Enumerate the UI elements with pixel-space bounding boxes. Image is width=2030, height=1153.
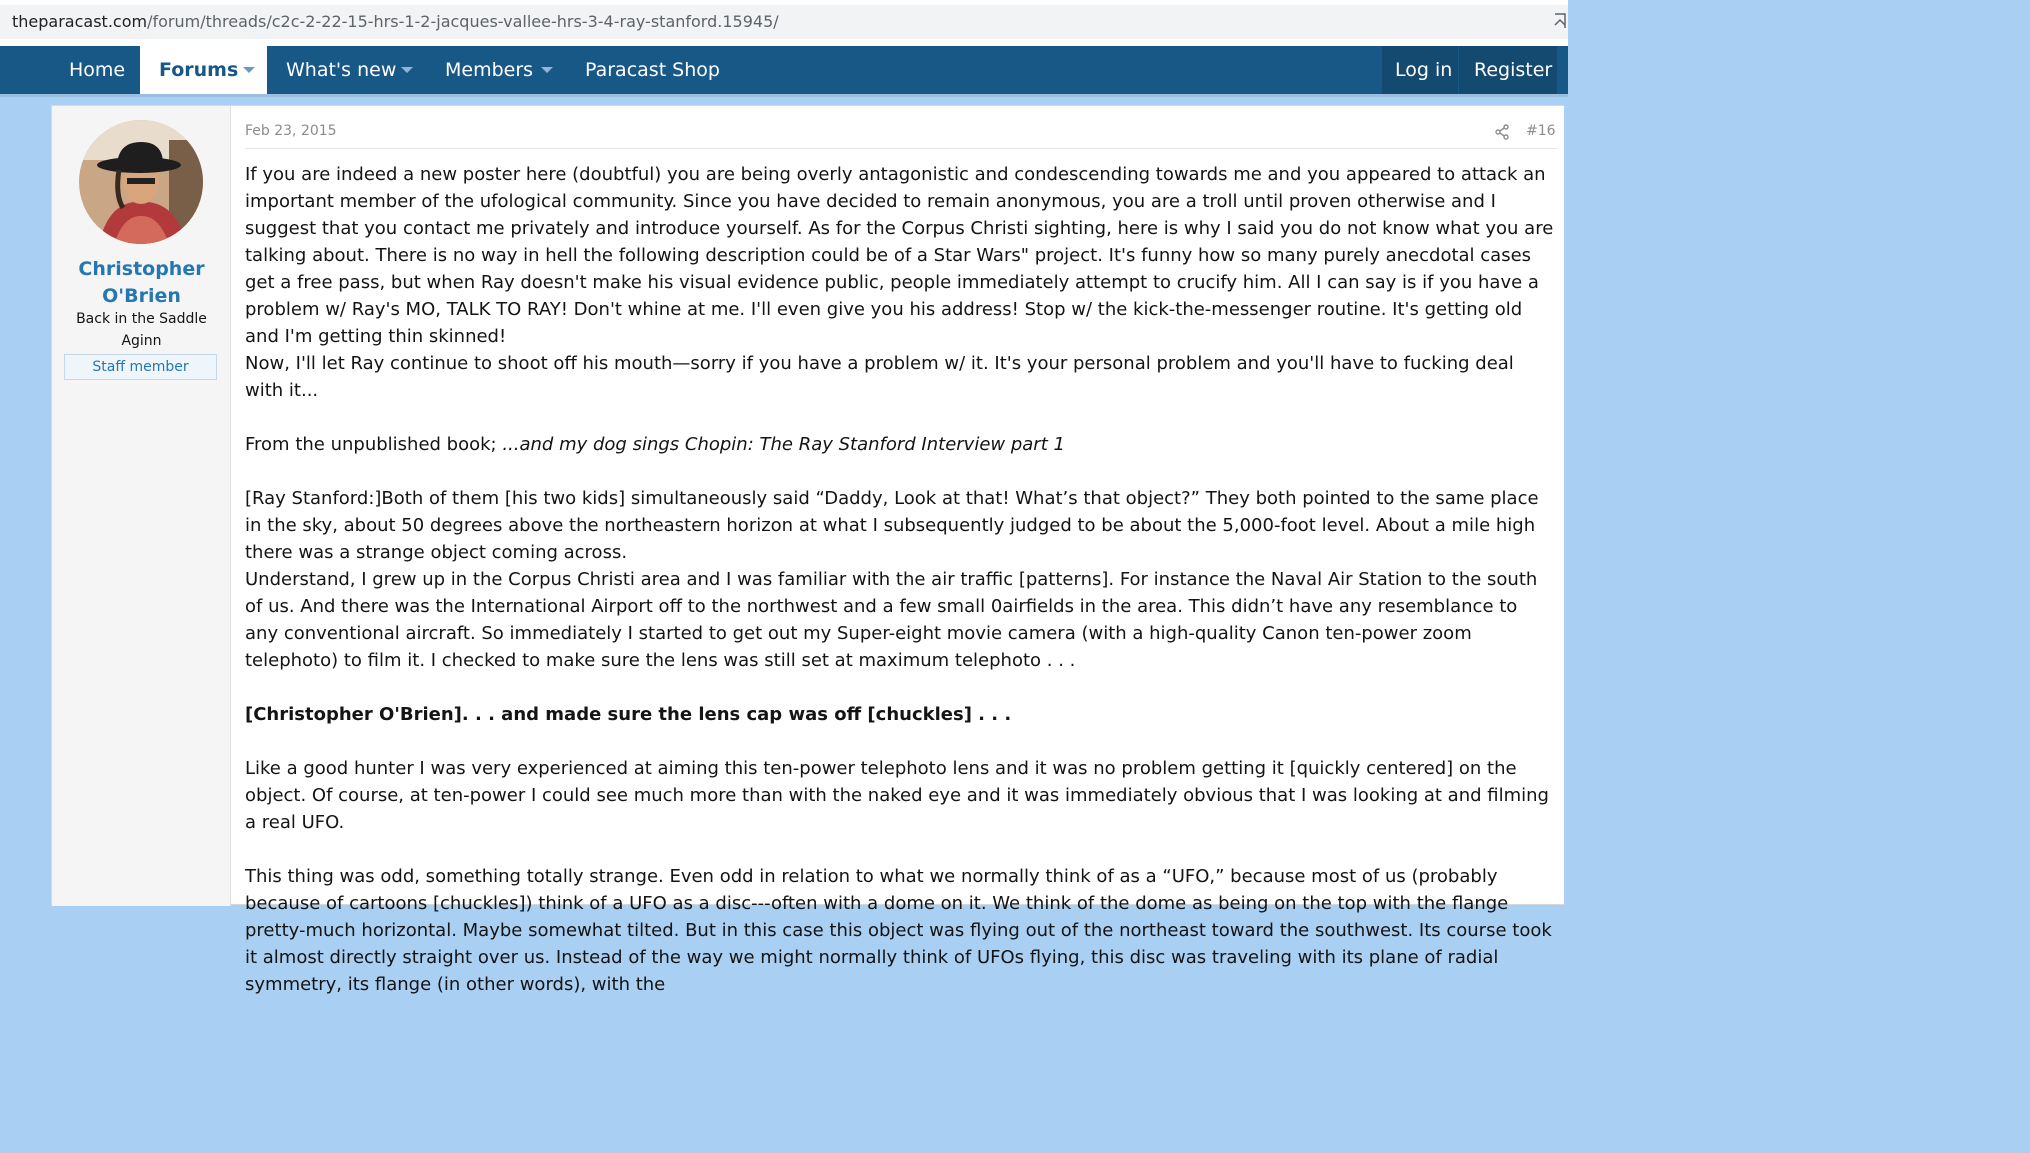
avatar-image xyxy=(79,120,203,244)
paragraph-gap xyxy=(245,458,1555,485)
post-main xyxy=(245,106,1558,995)
forum-post xyxy=(51,105,1564,995)
post-paragraph: Now, I'll let Ray continue to shoot off his mouth—sorry if you have a problem w/ it. It's your personal problem and you'll have to fucking deal with it... xyxy=(245,353,1514,401)
bold-interjection: [Christopher O'Brien]. . . and made sure the lens cap was off [chuckles] . . . xyxy=(245,704,1012,725)
avatar[interactable] xyxy=(79,120,203,244)
post-number[interactable]: #16 xyxy=(1526,123,1556,139)
url-domain: theparacast.com xyxy=(12,12,148,31)
post-paragraph: This thing was odd, something totally strange. Even odd in relation to what we normally think of as a “UFO,” because most of us (probably because of cartoons [chuckles]) think of a UFO as a disc---often with a dome on it. We think of the dome as being on the top with the flange pretty-much horizontal. Maybe somewhat tilted. But in this case this object was flying out of the northeast toward the southwest. Its course took it almost directly straight over us. Instead of the way we might normally think of UFOs flying, this disc was traveling with its plane of radial symmetry, its flange (in other words), with the xyxy=(245,866,1552,995)
post-paragraph: If you are indeed a new poster here (doubtful) you are being overly antagonistic and condescending towards me and you appeared to attack an important member of the ufological community. Since you have decided to remain anonymous, you are a troll until proven otherwise and I suggest that you contact me privately and introduce yourself. As for the Corpus Christi sighting, here is why I said you do not know what you are talking about. There is no way in hell the following description could be of a Star Wars" project. It's funny how so many purely anecdotal cases get a free pass, but when Ray doesn't make his visual evidence public, people immediately attempt to crucify him. All I can say is if you have a problem w/ Ray's MO, TALK TO RAY! Don't whine at me. I'll even give you his address! Stop w/ the kick-the-messenger routine. It's getting old and I'm getting thin skinned! xyxy=(245,164,1554,347)
nav-home[interactable]: Home xyxy=(69,59,126,81)
browser-url-bar xyxy=(0,0,1568,46)
username[interactable]: Christopher O'Brien xyxy=(78,258,205,307)
nav-paracast-shop[interactable]: Paracast Shop xyxy=(585,59,720,81)
book-title: ...and my dog sings Chopin: The Ray Stanford Interview part 1 xyxy=(502,434,1065,455)
user-title: Back in the Saddle Aginn xyxy=(76,311,207,349)
register-link[interactable]: Register xyxy=(1474,59,1553,81)
nav-separator xyxy=(1458,46,1459,94)
post-header-divider xyxy=(245,148,1558,149)
post-date[interactable]: Feb 23, 2015 xyxy=(245,123,337,139)
user-info-pane xyxy=(52,106,231,906)
post-paragraph: Understand, I grew up in the Corpus Christi area and I was familiar with the air traffic [patterns]. For instance the Naval Air Station to the south of us. And there was the International Airport off to the northwest and a few small 0airfields in the area. This didn’t have any resemblance to any conventional aircraft. So immediately I started to get out my Super-eight movie camera (with a high-quality Canon ten-power zoom telephoto) to film it. I checked to make sure the lens was still set at maximum telephoto . . . xyxy=(245,569,1538,671)
share-icon[interactable] xyxy=(1494,124,1510,140)
book-source-prefix: From the unpublished book; xyxy=(245,434,503,455)
chevron-down-icon[interactable] xyxy=(401,67,413,73)
nav-shadow xyxy=(0,94,1568,97)
url-path: /forum/threads/c2c-2-22-15-hrs-1-2-jacques-vallee-hrs-3-4-ray-stanford.15945/ xyxy=(147,12,779,31)
post-paragraph xyxy=(245,701,1555,728)
login-link[interactable]: Log in xyxy=(1395,59,1453,81)
paragraph-gap xyxy=(245,404,1555,431)
chevron-down-icon[interactable] xyxy=(541,67,553,73)
post-paragraph: Like a good hunter I was very experienced at aiming this ten-power telephoto lens and it was no problem getting it [quickly centered] on the object. Of course, at ten-power I could see much more than with the naked eye and it was immediately obvious that I was looking at and filming a real UFO. xyxy=(245,758,1549,833)
nav-whats-new[interactable]: What's new xyxy=(286,59,397,81)
chevron-down-icon[interactable] xyxy=(243,67,255,73)
bookmark-icon[interactable] xyxy=(1554,13,1566,29)
nav-forums-label: Forums xyxy=(159,59,239,81)
main-navigation xyxy=(0,46,1568,94)
post-paragraph xyxy=(245,431,1555,458)
post-paragraph: [Ray Stanford:]Both of them [his two kids] simultaneously said “Daddy, Look at that! What’s that object?” They both pointed to the same place in the sky, about 50 degrees above the northeastern horizon at what I subsequently judged to be about the 5,000-foot level. About a mile high there was a strange object coming across. xyxy=(245,488,1539,563)
post-body xyxy=(245,161,1555,998)
address-text[interactable] xyxy=(12,12,779,32)
staff-badge: Staff member xyxy=(64,354,217,380)
paragraph-gap xyxy=(245,728,1555,755)
paragraph-gap xyxy=(245,836,1555,863)
account-links xyxy=(1382,46,1557,94)
paragraph-gap xyxy=(245,674,1555,701)
nav-members[interactable]: Members xyxy=(445,59,534,81)
